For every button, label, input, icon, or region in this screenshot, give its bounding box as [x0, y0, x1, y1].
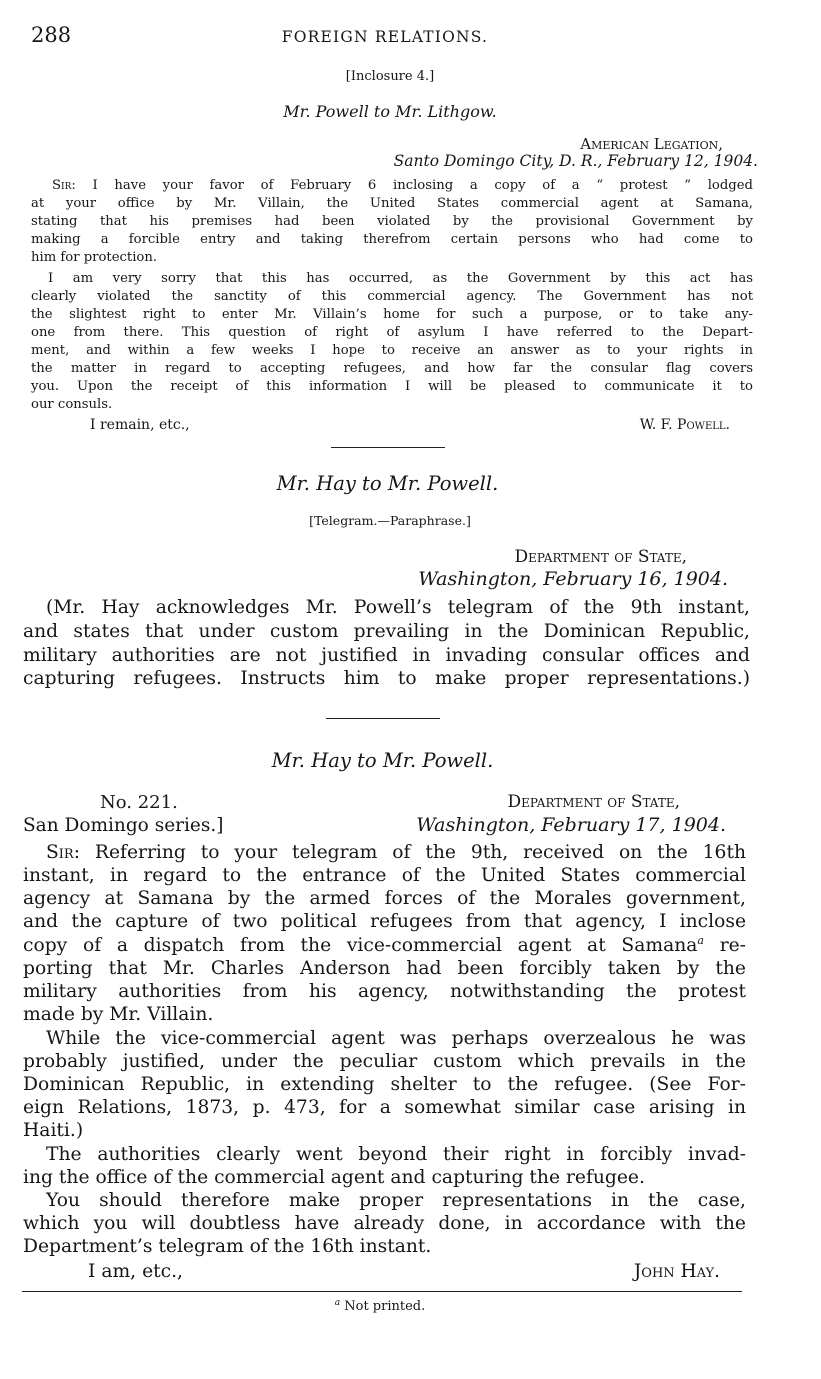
inclosure-label: [Inclosure 4.]: [345, 69, 435, 84]
running-title: FOREIGN RELATIONS.: [281, 28, 489, 46]
telegram-subheading: [Telegram.—Paraphrase.]: [309, 513, 471, 528]
paragraph-line: him for protection.: [31, 250, 158, 265]
footnote: $^a$ Not printed.: [334, 1298, 426, 1314]
dispatch-signature: John Hay.: [633, 1261, 720, 1282]
paragraph-line: made by Mr. Villain.: [23, 1004, 214, 1025]
paragraph-line: instant, in regard to the entrance of the United States commercial: [23, 865, 746, 886]
paragraph-line: and states that under custom prevailing in the Dominican Republic,: [23, 621, 750, 642]
letter-signature: W. F. Powell.: [639, 417, 730, 433]
paragraph-line: our consuls.: [31, 397, 113, 412]
paragraph-line: probably justified, under the peculiar custom which prevails in the: [23, 1051, 746, 1072]
paragraph-line: one from there. This question of right of asylum I have referred to the Depart-: [31, 325, 753, 340]
paragraph-line: The authorities clearly went beyond their right in forcibly invad-: [46, 1144, 746, 1165]
paragraph-line: which you will doubtless have already done, in accordance with the: [23, 1213, 746, 1234]
paragraph-line: (Mr. Hay acknowledges Mr. Powell’s telegram of the 9th instant,: [46, 597, 750, 618]
footnote-marker: a: [697, 934, 704, 947]
letter-heading: Mr. Powell to Mr. Lithgow.: [283, 102, 497, 121]
paragraph-line: military authorities are not justified in invading consular offices and: [23, 645, 750, 666]
letter-place: American Legation,: [580, 135, 723, 153]
telegram-heading: Mr. Hay to Mr. Powell.: [276, 472, 499, 495]
dispatch-series: San Domingo series.]: [23, 815, 224, 836]
paragraph-line: copy of a dispatch from the vice-commercial agent at Samana$^a$ re-: [23, 934, 746, 956]
paragraph-line: capturing refugees. Instructs him to make proper representations.): [23, 668, 750, 689]
paragraph-line: Dominican Republic, in extending shelter to the refugee. (See For-: [23, 1074, 746, 1095]
paragraph-line: stating that his premises had been violated by the provisional Government by: [31, 214, 753, 229]
paragraph-line: the slightest right to enter Mr. Villain’s home for such a purpose, or to take any-: [31, 307, 753, 322]
telegram-place: Department of State,: [514, 547, 687, 567]
paragraph-line: You should therefore make proper representations in the case,: [46, 1190, 746, 1211]
paragraph-line: ing the office of the commercial agent and capturing the refugee.: [23, 1167, 645, 1188]
dispatch-closing: I am, etc.,: [88, 1261, 183, 1282]
letter-dateline: Santo Domingo City, D. R., February 12, 1904.: [393, 152, 758, 170]
section-divider: [326, 718, 440, 719]
dispatch-place: Department of State,: [507, 792, 680, 812]
paragraph-line: at your office by Mr. Villain, the United States commercial agent at Samana,: [31, 196, 753, 211]
dispatch-heading: Mr. Hay to Mr. Powell.: [271, 749, 494, 772]
paragraph-line: agency at Samana by the armed forces of the Morales government,: [23, 888, 746, 909]
paragraph-line: making a forcible entry and taking therefrom certain persons who had come to: [31, 232, 753, 247]
paragraph-line: I am very sorry that this has occurred, as the Government by this act has: [48, 271, 753, 286]
footnote-rule: [22, 1291, 742, 1292]
paragraph-line: military authorities from his agency, notwithstanding the protest: [23, 981, 746, 1002]
paragraph-line: Sir: I have your favor of February 6 inclosing a copy of a “ protest ” lodged: [52, 178, 753, 193]
paragraph-line: While the vice-commercial agent was perhaps overzealous he was: [46, 1028, 746, 1049]
paragraph-line: Sir: Referring to your telegram of the 9th, received on the 16th: [46, 842, 746, 863]
paragraph-line: and the capture of two political refugees from that agency, I inclose: [23, 911, 746, 932]
section-divider: [331, 447, 445, 448]
dispatch-number: No. 221.: [100, 792, 178, 813]
dispatch-dateline: Washington, February 17, 1904.: [416, 814, 726, 836]
paragraph-line: Department’s telegram of the 16th instant.: [23, 1236, 432, 1257]
telegram-dateline: Washington, February 16, 1904.: [418, 568, 728, 590]
salutation: Sir:: [46, 842, 81, 863]
letter-closing: I remain, etc.,: [90, 417, 190, 433]
page-number: 288: [31, 23, 72, 47]
paragraph-line: eign Relations, 1873, p. 473, for a somewhat similar case arising in: [23, 1097, 746, 1118]
paragraph-line: porting that Mr. Charles Anderson had been forcibly taken by the: [23, 958, 746, 979]
paragraph-line: the matter in regard to accepting refugees, and how far the consular flag covers: [31, 361, 753, 376]
footnote-marker: a: [334, 1298, 341, 1308]
paragraph-line: you. Upon the receipt of this information I will be pleased to communicate it to: [31, 379, 753, 394]
paragraph-line: Haiti.): [23, 1120, 84, 1141]
salutation: Sir:: [52, 178, 76, 193]
paragraph-line: clearly violated the sanctity of this commercial agency. The Government has not: [31, 289, 753, 304]
paragraph-line: ment, and within a few weeks I hope to receive an answer as to your rights in: [31, 343, 753, 358]
